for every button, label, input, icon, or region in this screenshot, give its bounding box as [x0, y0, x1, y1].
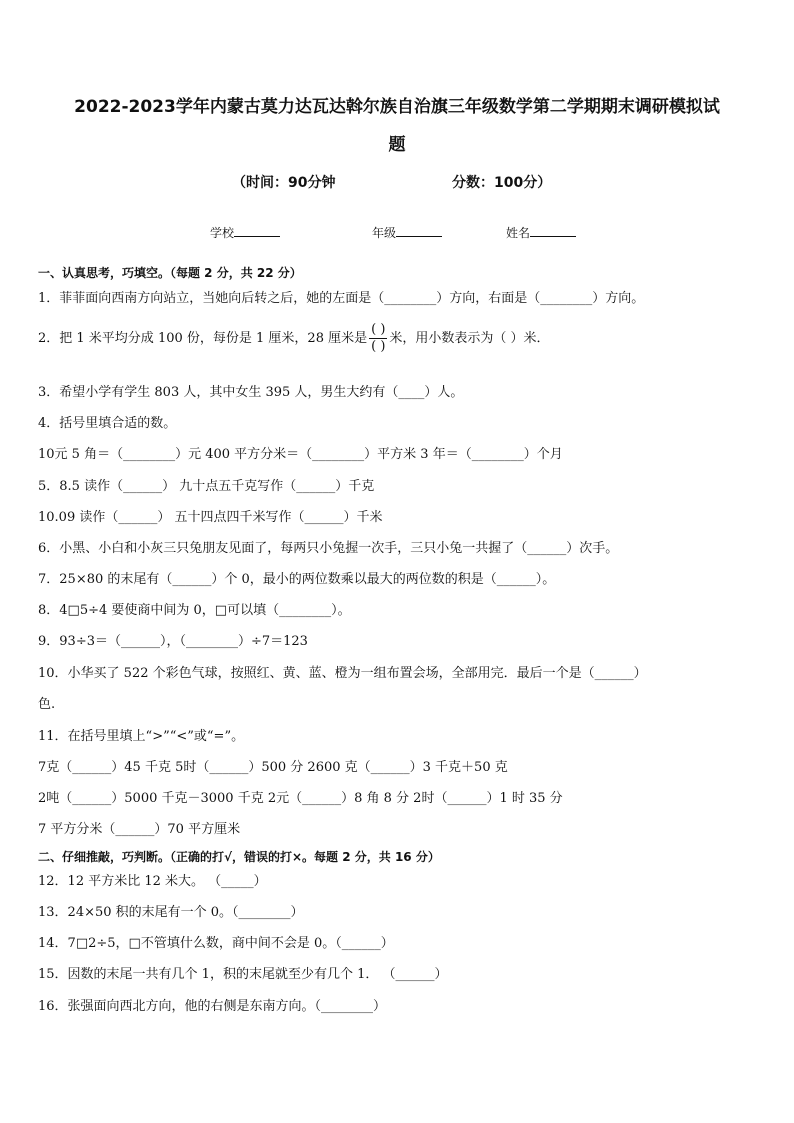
question-10-line1: 10．小华买了 522 个彩色气球，按照红、黄、蓝、橙为一组布置会场，全部用完．最后一个是（______） [38, 666, 647, 681]
question-1: 1．菲菲面向西南方向站立，当她向后转之后，她的左面是（________）方向，右面是（________）方向。 [38, 291, 645, 306]
time-label: （时间：90分钟 [232, 175, 336, 191]
score-label: 分数：100分） [452, 175, 552, 191]
fraction-numerator: ( ) [371, 322, 386, 337]
school-label: 学校 [210, 226, 235, 240]
question-5-line1: 5．8.5 读作（______） 九十点五千克写作（______）千克 [38, 479, 375, 494]
name-blank [530, 224, 576, 237]
exam-title-line2: 题 [388, 135, 406, 155]
question-2-after: 米，用小数表示为（ ）米． [389, 331, 550, 346]
question-2-before: 2．把 1 米平均分成 100 份，每份是 1 厘米，28 厘米是 [38, 331, 368, 346]
question-2 [38, 322, 550, 355]
question-2-fraction [369, 322, 387, 355]
question-14: 14．7□2÷5，□不管填什么数，商中间不会是 0。（______） [38, 936, 394, 951]
grade-field [372, 224, 396, 241]
question-7: 7．25×80 的末尾有（______）个 0，最小的两位数乘以最大的两位数的积是（______）。 [38, 572, 556, 587]
grade-label: 年级 [372, 226, 397, 240]
question-12: 12．12 平方米比 12 米大。 （_____） [38, 874, 267, 889]
grade-blank [396, 224, 442, 237]
exam-title-line1: 2022-2023学年内蒙古莫力达瓦达斡尔族自治旗三年级数学第二学期期末调研模拟试 [74, 97, 720, 117]
name-field [506, 224, 530, 241]
question-11-line3: 7 平方分米（______）70 平方厘米 [38, 822, 241, 837]
school-field [210, 224, 234, 241]
question-9: 9．93÷3＝（______），（________）÷7＝123 [38, 634, 308, 649]
section1-heading: 一、认真思考，巧填空。（每题 2 分，共 22 分） [38, 266, 302, 280]
section2-heading: 二、仔细推敲，巧判断。（正确的打√，错误的打×。每题 2 分，共 16 分） [38, 850, 440, 864]
question-10-line2: 色. [38, 697, 56, 712]
question-8: 8．4□5÷4 要使商中间为 0，□可以填（________）。 [38, 603, 351, 618]
fraction-denominator: ( ) [371, 339, 386, 354]
question-11-line1: 7克（______）45 千克 5时（______）500 分 2600 克（______）3 千克＋50 克 [38, 760, 508, 775]
question-13: 13．24×50 积的末尾有一个 0。（________） [38, 905, 304, 920]
question-16: 16．张强面向西北方向，他的右侧是东南方向。（________） [38, 999, 387, 1014]
question-5-line2: 10.09 读作（______） 五十四点四千米写作（______）千米 [38, 510, 383, 525]
question-11: 11．在括号里填上“>”“<”或“=”。 [38, 729, 245, 744]
question-4-items: 10元 5 角＝（________）元 400 平方分米＝（________）平方米 3 年＝（________）个月 [38, 447, 563, 462]
question-15: 15．因数的末尾一共有几个 1，积的末尾就至少有几个 1． （______） [38, 967, 448, 982]
name-label: 姓名 [506, 226, 531, 240]
question-6: 6．小黑、小白和小灰三只兔朋友见面了，每两只小兔握一次手，三只小兔一共握了（______）次手。 [38, 541, 619, 556]
question-11-line2: 2吨（______）5000 千克－3000 千克 2元（______）8 角 8 分 2时（______）1 时 35 分 [38, 791, 563, 806]
question-3: 3．希望小学有学生 803 人，其中女生 395 人，男生大约有（____）人。 [38, 385, 464, 400]
question-4: 4．括号里填合适的数。 [38, 416, 177, 431]
school-blank [234, 224, 280, 237]
